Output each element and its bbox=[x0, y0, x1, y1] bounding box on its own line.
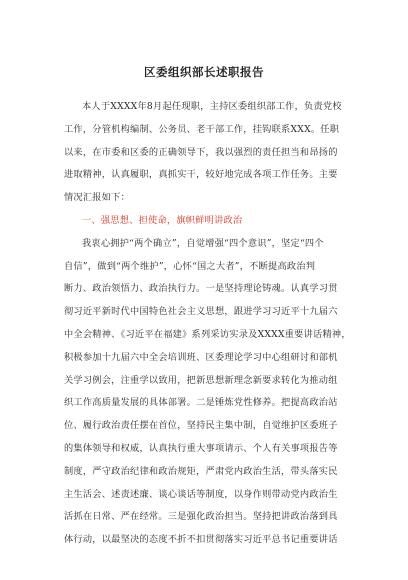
paragraph-line: 的集体领导和权威，认真执行重大事项请示、个人有关事项报告等 bbox=[64, 442, 338, 454]
document-title: 区委组织部长述职报告 bbox=[144, 65, 264, 79]
document-body bbox=[64, 96, 354, 552]
paragraph-line: 自信”，做到“两个维护”，心怀“国之大者”，不断提高政治判 bbox=[64, 260, 316, 272]
paragraph-line: 我衷心拥护“两个确立”，自觉增强“四个意识”，坚定“四个 bbox=[82, 237, 324, 249]
paragraph-line: 积极参加十九届六中全会培训班、区委理论学习中心组研讨和部机 bbox=[64, 351, 338, 363]
paragraph-line: 织工作高质量发展的具体部署。二是锤炼党性修养。把提高政治站 bbox=[64, 397, 338, 409]
paragraph-line: 活抓在日常、严在经常。三是强化政治担当。坚持把讲政治落到具 bbox=[64, 511, 338, 523]
paragraph-line: 主生活会、述责述廉、谈心谈话等制度，以身作则带动党内政治生 bbox=[64, 488, 338, 500]
paragraph-line: 情况汇报如下： bbox=[64, 192, 131, 204]
paragraph-line: 本人于XXXX年8月起任现职，主持区委组织部工作，负责党校 bbox=[82, 101, 342, 112]
paragraph-line: 位、履行政治责任摆在首位，坚持民主集中制，自觉维护区委班子 bbox=[64, 420, 338, 432]
paragraph-line: 断力、政治领悟力、政治执行力。一是坚持理论铸魂。认真学习贯 bbox=[64, 283, 338, 295]
paragraph-line: 工作，分管机构编制、公务员、老干部工作，挂钩联系XXX。任职 bbox=[64, 123, 340, 135]
paragraph-line: 关学习例会，注重学以致用，把新思想新理念新要求转化为推动组 bbox=[64, 374, 338, 386]
paragraph-line: 进取精神，认真履职，真抓实干，较好地完成各项工作任务。主要 bbox=[64, 169, 338, 181]
paragraph-line: 体行动，以最坚决的态度不折不扣贯彻落实习近平总书记重要讲话 bbox=[64, 534, 338, 546]
paragraph-line: 制度，严守政治纪律和政治规矩，严肃党内政治生活，带头落实民 bbox=[64, 465, 338, 477]
section-heading: 一、强思想、担使命，旗帜鲜明讲政治 bbox=[82, 214, 243, 226]
paragraph-line: 以来，在市委和区委的正确领导下，我以强烈的责任担当和昂扬的 bbox=[64, 146, 338, 158]
paragraph-line: 中全会精神、《习近平在福建》系列采访实录及XXXX重要讲话精神， bbox=[64, 328, 351, 340]
paragraph-line: 彻习近平新时代中国特色社会主义思想，跟进学习习近平十九届六 bbox=[64, 306, 338, 318]
